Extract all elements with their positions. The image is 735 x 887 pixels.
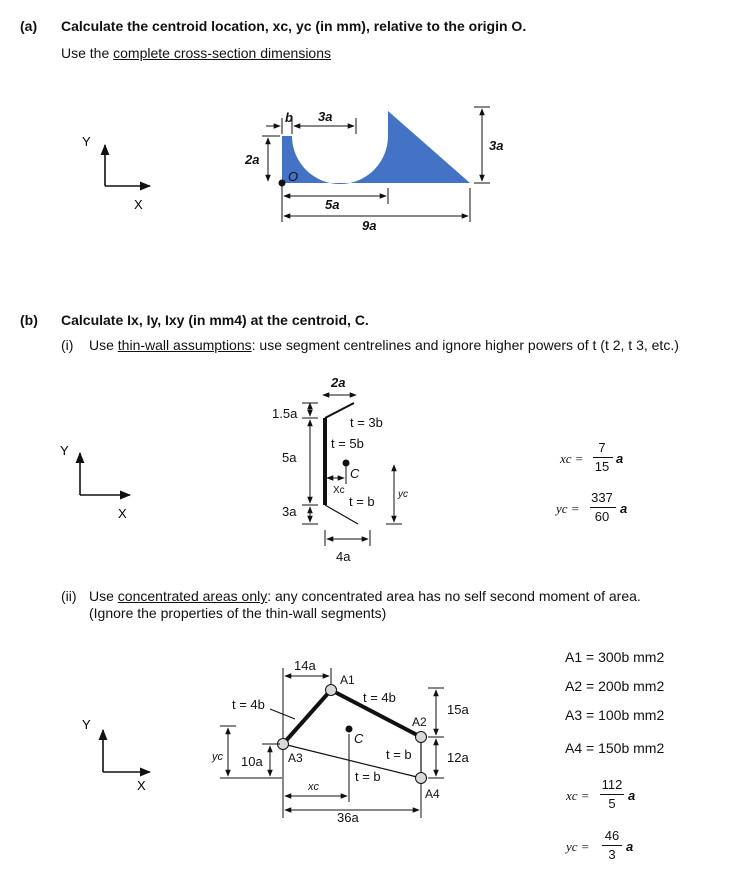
answer-yc-lhs: yc = (566, 839, 590, 854)
part-bii-t4b-top: t = 4b (363, 690, 396, 705)
fraction-bar (600, 794, 624, 795)
part-bii-centroid-label: C (354, 731, 364, 746)
part-bii-x-label: X (137, 778, 146, 793)
answer-xc-unit: a (628, 788, 636, 803)
part-bii-y-label: Y (82, 717, 91, 732)
part-a-y-label: Y (82, 134, 91, 149)
area-A1 (326, 685, 337, 696)
part-a-origin-label: O (288, 169, 299, 184)
part-bii-label-A3: A3 (288, 751, 303, 765)
part-bii-answer-xc (566, 777, 646, 815)
part-bi-dim-5a: 5a (282, 450, 297, 465)
part-bii-instruction (89, 588, 641, 604)
part-a-x-label: X (134, 197, 143, 212)
area-A4-value: A4 = 150b mm2 (565, 740, 665, 756)
area-A3-value: A3 = 100b mm2 (565, 707, 665, 723)
part-bi-xc: Xc (333, 485, 345, 496)
part-bi-dim-1.5a: 1.5a (272, 406, 298, 421)
part-bii-tb2: t = b (355, 769, 381, 784)
part-b-question: Calculate Ix, Iy, Ixy (in mm4) at the centroid, C. (61, 312, 369, 328)
area-A4 (416, 773, 427, 784)
part-bii-yc: yc (212, 751, 223, 763)
answer-xc-unit: a (616, 451, 624, 466)
answer-yc-num: 46 (604, 828, 620, 843)
part-bii-label-A4: A4 (425, 787, 440, 801)
part-bii-label: (ii) (61, 588, 77, 604)
part-b-label: (b) (20, 312, 38, 328)
part-bii-dim-10a: 10a (241, 754, 263, 769)
part-bi-answer-yc (556, 490, 646, 528)
part-bi-dim-3a: 3a (282, 504, 297, 519)
answer-yc-num: 337 (591, 490, 613, 505)
part-bii-t4b-left: t = 4b (232, 697, 265, 712)
answer-xc-num: 112 (601, 777, 623, 792)
part-bii-dim-36a: 36a (337, 810, 359, 825)
part-bi-instruction-link: thin-wall assumptions (117, 337, 252, 353)
part-a-dim-9a: 9a (362, 218, 377, 233)
part-bii-instruction-rest: : any concentrated area has no self second moment of area. (267, 588, 641, 604)
answer-xc-num: 7 (598, 440, 606, 455)
area-A2-value: A2 = 200b mm2 (565, 678, 665, 694)
part-a-dim-3a-top: 3a (318, 109, 333, 124)
part-a-question: Calculate the centroid location, xc, yc (in mm), relative to the origin O. (61, 18, 527, 34)
part-bii-xc: xc (308, 781, 319, 793)
part-a-label: (a) (20, 18, 38, 34)
part-bi-tb: t = b (349, 494, 375, 509)
part-bii-instruction-link: concentrated areas only (117, 588, 268, 604)
part-a-dim-3a-right: 3a (489, 138, 504, 153)
part-bii-tb1: t = b (386, 747, 412, 762)
answer-xc-lhs: xc = (566, 788, 590, 803)
part-bii-label-A2: A2 (412, 715, 427, 729)
area-A1-value: A1 = 300b mm2 (565, 649, 665, 665)
part-bi-t5b: t = 5b (331, 436, 364, 451)
answer-yc-lhs: yc = (556, 501, 580, 516)
part-bi-dim-2a: 2a (331, 375, 346, 390)
part-bi-x-label: X (118, 506, 127, 521)
fraction-bar (602, 845, 622, 846)
part-bii-instruction-prefix: Use (89, 588, 118, 604)
part-bii-axes (82, 717, 150, 793)
fraction-bar (590, 507, 616, 508)
fraction-bar (593, 457, 613, 458)
part-bi-instruction-prefix: Use (89, 337, 118, 353)
part-bi-instruction-rest: : use segment centrelines and ignore higher powers of t (t 2, t 3, etc.) (251, 337, 679, 353)
answer-xc-den: 15 (594, 459, 610, 474)
part-bii-label-A1: A1 (340, 673, 355, 687)
answer-yc-den: 60 (594, 509, 610, 524)
part-bi-instruction (89, 337, 679, 353)
part-bi-centroid-label: C (350, 466, 360, 481)
part-a-dim-b: b (285, 110, 293, 125)
answer-xc-den: 5 (608, 796, 616, 811)
answer-yc-unit: a (626, 839, 634, 854)
part-bi-centroid-dot (343, 460, 350, 467)
part-a-instruction-link: complete cross-section dimensions (113, 45, 332, 61)
part-a-axes (82, 134, 150, 212)
part-a-origin-dot (279, 180, 286, 187)
answer-yc-den: 3 (608, 847, 616, 862)
part-bii-dim-15a: 15a (447, 702, 469, 717)
part-bii-answer-yc (566, 828, 646, 866)
answer-yc-unit: a (620, 501, 628, 516)
part-bi-axes (60, 443, 130, 521)
part-a-dim-5a: 5a (325, 197, 340, 212)
part-a-cross-section (282, 111, 470, 184)
part-bi-answer-xc (560, 440, 640, 478)
part-bii-instruction-line2: (Ignore the properties of the thin-wall segments) (89, 605, 387, 621)
part-bii-dim-14a: 14a (294, 658, 316, 673)
part-bii-centroid-dot (346, 726, 353, 733)
part-bi-yc: yc (398, 489, 408, 500)
area-A2 (416, 732, 427, 743)
part-a-dim-2a: 2a (245, 152, 260, 167)
part-bii-dim-12a: 12a (447, 750, 469, 765)
part-bi-t3b: t = 3b (350, 415, 383, 430)
part-bi-label: (i) (61, 337, 74, 353)
part-bi-dim-4a: 4a (336, 549, 351, 564)
part-bi-y-label: Y (60, 443, 69, 458)
part-a-instruction-prefix: Use the (61, 45, 114, 61)
part-bii-section (283, 690, 421, 778)
answer-xc-lhs: xc = (560, 451, 584, 466)
